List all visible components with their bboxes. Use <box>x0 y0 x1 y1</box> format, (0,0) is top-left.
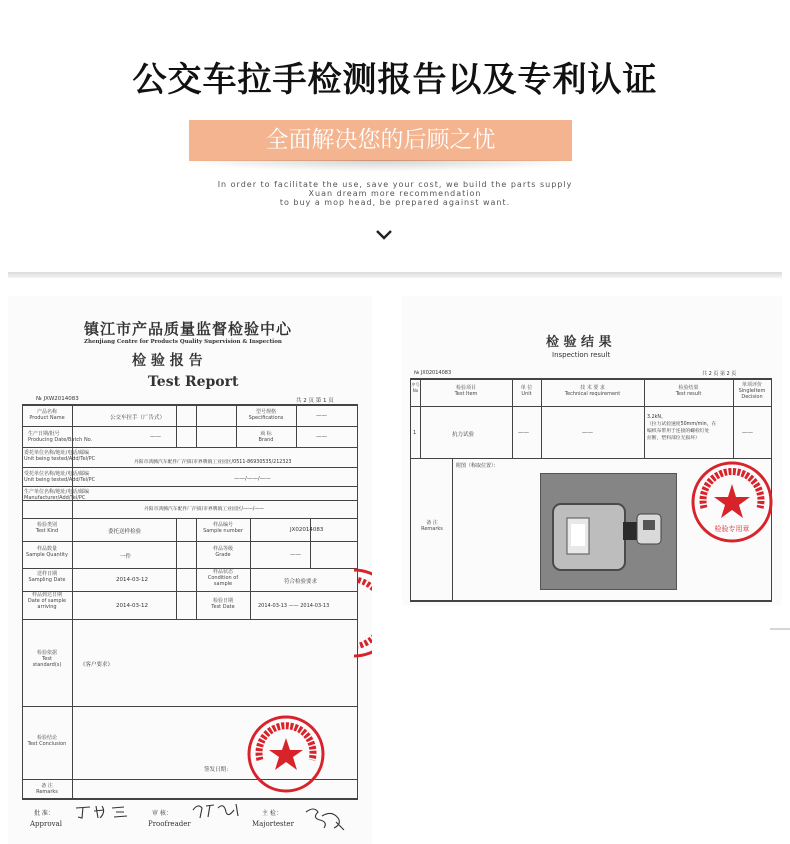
row-test-result: 3.2kN。 （拉力试验速度50mm/min，在 编织布带用于连接的螺栓钉处 拉断，塑料部位无损坏） <box>647 415 717 441</box>
value-condition: 符合检验要求 <box>284 579 318 585</box>
col-requirement: 技 术 要 求 Technical requirement <box>564 385 621 397</box>
label-brand: 商 标 Brand <box>258 431 274 443</box>
value-test-date: 2014-03-13 —— 2014-03-13 <box>258 603 330 609</box>
issue-date-label: 签发日期： <box>204 767 232 773</box>
row-requirement: —— <box>582 430 593 436</box>
label-arrival-date: 样品到达日期 Date of sample arriving <box>27 592 67 610</box>
label-specifications: 型号规格 Specifications <box>248 409 284 421</box>
official-seal-stamp <box>246 714 326 794</box>
label-sample-number: 样品编号 Sample number <box>203 522 243 534</box>
result-title-en: Inspection result <box>552 351 611 359</box>
report-org-cn: 镇江市产品质量监督检验中心 <box>84 320 293 338</box>
label-unit-tested: 委托单位名称/地址/电话/邮编 Unit being tested/Add/Tel/PC <box>24 450 96 462</box>
col-no: 序号 No <box>411 382 420 393</box>
value-manufacturer: 丹阳市鸿腾汽车配件厂/丹阳市界牌镇工业园区/——/—— <box>144 507 264 512</box>
tagline-line-1: In order to facilitate the use, save your cost, we build the parts supply <box>217 180 573 189</box>
row-test-item: 抗力试验 <box>452 432 475 438</box>
label-test-kind: 检验类别 Test Kind <box>35 522 59 534</box>
row-no: 1 <box>413 430 417 436</box>
value-quantity: 一件 <box>120 554 132 560</box>
approval-label-cn: 批 准： <box>34 810 54 817</box>
label-sampling-date: 送样日期 Sampling Date <box>28 571 66 583</box>
row-decision: —— <box>742 430 753 436</box>
value-arrival-date: 2014-03-12 <box>116 603 148 609</box>
label-condition: 样品状态 Condition of sample <box>207 569 239 587</box>
proofreader-signature <box>190 800 245 820</box>
page-title: 公交车拉手检测报告以及专利认证 <box>132 60 658 100</box>
result-page: 共 2 页 第 2 页 <box>702 371 737 377</box>
label-test-date: 检验日期 Test Date <box>211 598 235 610</box>
report-number: № JXW2014083 <box>36 396 79 402</box>
subtitle-banner: 全面解决您的后顾之忧 <box>189 120 572 161</box>
banner-shadow <box>176 160 586 172</box>
proofreader-label-en: Proofreader <box>148 820 191 828</box>
majortester-signature <box>302 804 346 832</box>
handle-sample-photo <box>540 473 677 590</box>
label-entrusted: 受托单位名称/地址/电话/邮编 Unit being tested/Add/Tel/PC <box>24 471 96 483</box>
inspection-seal-stamp <box>690 460 774 544</box>
report-title-cn: 检 验 报 告 <box>132 353 203 369</box>
value-standard: 《客户要求》 <box>80 662 114 668</box>
majortester-label-cn: 主 检： <box>262 810 282 817</box>
approval-signature <box>72 802 132 822</box>
col-test-item: 检验项目 Test Item <box>454 385 478 397</box>
report-title-en: Test Report <box>148 374 239 390</box>
label-batch: 生产日期/批号 Producing Date/Batch No. <box>28 431 93 443</box>
col-decision: 单项评价 SingleItem Decision <box>738 382 766 400</box>
photo-label: 附图（称取位置）： <box>456 463 499 469</box>
partial-seal-stamp <box>348 568 372 658</box>
section-divider <box>8 272 782 278</box>
label-product-name: 产品名称 Product Name <box>29 409 65 421</box>
proofreader-label-cn: 审 核： <box>152 810 172 817</box>
approval-label-en: Approval <box>30 820 62 828</box>
label-conclusion: 检验结论 Test Conclusion <box>27 735 67 747</box>
col-unit: 单 位 Unit <box>520 385 533 397</box>
value-test-kind: 委托送样检验 <box>108 529 142 535</box>
row-unit: —— <box>518 430 529 436</box>
tagline-line-3: to buy a mop head, be prepared against want. <box>279 198 511 207</box>
value-sample-number: JX02014083 <box>290 527 324 533</box>
result-report-number: № JX02014083 <box>414 370 452 376</box>
report-page: 共 2 页 第 1 页 <box>296 398 334 404</box>
col-test-result: 检验结果 Test result <box>675 385 702 397</box>
label-manufacturer: 生产单位名称/地址/电话/邮编 Manufacturer/Add/Tel/PC <box>24 489 90 501</box>
value-sampling-date: 2014-03-12 <box>116 577 148 583</box>
label-grade: 样品等级 Grade <box>212 546 233 558</box>
result-title-cn: 检 验 结 果 <box>546 335 612 350</box>
majortester-label-en: Majortester <box>252 820 294 828</box>
value-product-name: 公交车拉手（广告式） <box>110 415 166 421</box>
edge-line <box>770 628 790 630</box>
label-quantity: 样品数量 Sample Quantity <box>26 546 68 558</box>
result-remarks-label: 备 注 Remarks <box>421 520 443 532</box>
chevron-down-icon[interactable] <box>372 224 396 244</box>
tagline-line-2: Xuan dream more recommendation <box>308 189 482 198</box>
value-unit-tested: 丹阳市鸿腾汽车配件厂/丹阳市界牌镇工业园区/0511-86930535/212323 <box>134 460 292 465</box>
svg-text:检验专用章: 检验专用章 <box>714 525 750 533</box>
report-org-en: Zhenjiang Centre for Products Quality Supervision & Inspection <box>84 339 282 345</box>
label-standard: 检验依据 Test standard(s) <box>32 650 62 668</box>
label-remarks: 备 注 Remarks <box>36 783 58 795</box>
